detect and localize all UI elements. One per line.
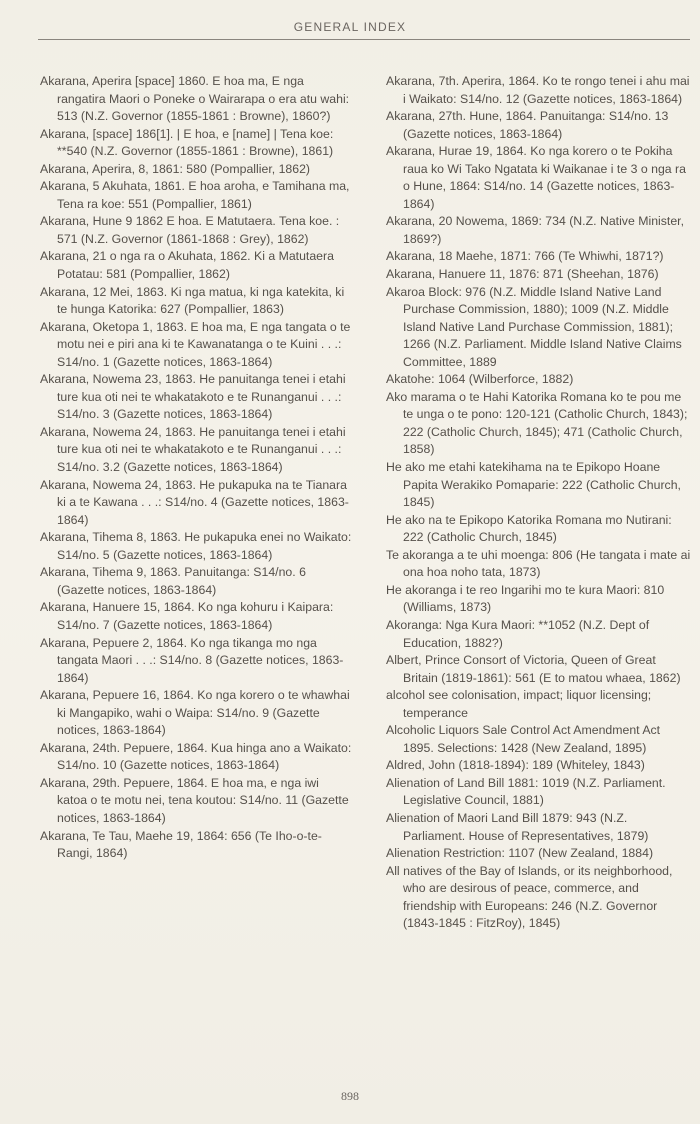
index-entry: Akarana, 27th. Hune, 1864. Panuitanga: S14/no. 13 (Gazette notices, 1863-1864) xyxy=(386,109,669,141)
index-entry: He ako me etahi katekihama na te Epikopo Hoane Papita Werakiko Pomaparie: 222 (Catholic Church, 1845) xyxy=(386,460,681,510)
index-entry: Akarana, 20 Nowema, 1869: 734 (N.Z. Native Minister, 1869?) xyxy=(386,214,684,246)
index-entry: Akarana, Hanuere 11, 1876: 871 (Sheehan, 1876) xyxy=(386,267,659,282)
index-entry: Alienation Restriction: 1107 (New Zealand, 1884) xyxy=(386,846,654,861)
index-entry: Ako marama o te Hahi Katorika Romana ko te pou me te unga o te pono: 120-121 (Catholic Church, 1843); 222 (Catholic Church, 1845); 471 (Catholic Church, 1858) xyxy=(386,389,688,457)
index-entry: Akarana, Pepuere 16, 1864. Ko nga korero o te whawhai ki Mangapiko, wahi o Waipa: S14/no. 9 (Gazette notices, 1863-1864) xyxy=(40,688,350,738)
index-entry: He akoranga i te reo Ingarihi mo te kura Maori: 810 (Williams, 1873) xyxy=(386,582,665,615)
index-entry: Akatohe: 1064 (Wilberforce, 1882) xyxy=(386,372,574,387)
index-entry: Akarana, Tihema 8, 1863. He pukapuka enei no Waikato: S14/no. 5 (Gazette notices, 1863-1864) xyxy=(40,530,352,562)
index-entry: Akarana, Nowema 24, 1863. He panuitanga tenei i etahi ture kua oti nei te whakatakoto e te Runanganui . . .: S14/no. 3.2 (Gazette notices, 1863-1864) xyxy=(40,424,346,475)
header-rule xyxy=(38,39,690,40)
right-column xyxy=(386,73,692,933)
index-entry: Akarana, Pepuere 2, 1864. Ko nga tikanga mo nga tangata Maori . . .: S14/no. 8 (Gazette notices, 1863-1864) xyxy=(40,635,344,685)
index-entry: Akarana, Aperira [space] 1860. E hoa ma, E nga rangatira Maori o Poneke o Wairarapa o era atu wahi: 513 (N.Z. Governor (1855-1861 : Browne), 1860?) xyxy=(40,74,350,124)
index-entry: Akarana, Aperira, 8, 1861: 580 (Pompallier, 1862) xyxy=(40,161,311,176)
index-entry: Akarana, 5 Akuhata, 1861. E hoa aroha, e Tamihana ma, Tena ra koe: 551 (Pompallier, 1861) xyxy=(40,179,350,211)
index-entry: Akarana, 12 Mei, 1863. Ki nga matua, ki nga katekita, ki te hunga Katorika: 627 (Pompallier, 1863) xyxy=(40,284,345,317)
index-entry: Akarana, 29th. Pepuere, 1864. E hoa ma, e nga iwi katoa o te motu nei, tena koutou: S14/no. 11 (Gazette notices, 1863-1864) xyxy=(40,775,349,825)
index-entry: Akaroa Block: 976 (N.Z. Middle Island Native Land Purchase Commission, 1880); 1009 (N.Z. Middle Island Native Land Purchase Commission, 1881); 1266 (N.Z. Parliament. Middle Island Native Claims Committee, 1889 xyxy=(386,284,682,369)
index-entry: alcohol see colonisation, impact; liquor licensing; temperance xyxy=(386,688,652,720)
index-entry: Akarana, Hune 9 1862 E hoa. E Matutaera. Tena koe. : 571 (N.Z. Governor (1861-1868 : Grey), 1862) xyxy=(40,214,340,246)
index-entry: Alienation of Maori Land Bill 1879: 943 (N.Z. Parliament. House of Representatives, 1879) xyxy=(386,810,649,843)
index-entry: Akarana, Nowema 24, 1863. He pukapuka na te Tianara ki a te Kawana . . .: S14/no. 4 (Gazette notices, 1863-1864) xyxy=(40,477,349,527)
index-entry: Akarana, Oketopa 1, 1863. E hoa ma, E nga tangata o te motu nei e piri ana ki te Kawanatanga o te Kuini . . .: S14/no. 1 (Gazette notices, 1863-1864) xyxy=(40,319,351,369)
index-entry: Alcoholic Liquors Sale Control Act Amendment Act 1895. Selections: 1428 (New Zealand, 1895) xyxy=(386,723,661,755)
index-entry: Te akoranga a te uhi moenga: 806 (He tangata i mate ai ona hoa noho tata, 1873) xyxy=(386,547,691,580)
index-entry: Akarana, Te Tau, Maehe 19, 1864: 656 (Te Iho-o-te-Rangi, 1864) xyxy=(40,828,322,861)
index-entry: Akarana, Hurae 19, 1864. Ko nga korero o te Pokiha raua ko Wi Tako Ngatata ki Waikanae i te 3 o nga ra o Hune, 1864: S14/no. 14 (Gazette notices, 1863-1864) xyxy=(386,144,686,211)
index-entry: Aldred, John (1818-1894): 189 (Whiteley, 1843) xyxy=(386,758,645,773)
index-entry: Akarana, [space] 186[1]. | E hoa, e [name] | Tena koe: **540 (N.Z. Governor (1855-1861 : Browne), 1861) xyxy=(40,126,334,159)
left-column xyxy=(40,73,352,863)
index-entry: Akarana, 24th. Pepuere, 1864. Kua hinga ano a Waikato: S14/no. 10 (Gazette notices, 1863-1864) xyxy=(40,740,352,773)
index-entry: Albert, Prince Consort of Victoria, Queen of Great Britain (1819-1861): 561 (E to matou whaea, 1862) xyxy=(386,653,681,685)
index-entry: Akarana, 7th. Aperira, 1864. Ko te rongo tenei i ahu mai i Waikato: S14/no. 12 (Gazette notices, 1863-1864) xyxy=(386,74,690,106)
index-entry: Akarana, Hanuere 15, 1864. Ko nga kohuru i Kaipara: S14/no. 7 (Gazette notices, 1863-1864) xyxy=(40,600,334,632)
index-entry: All natives of the Bay of Islands, or its neighborhood, who are desirous of peace, commerce, and friendship with Europeans: 246 (N.Z. Governor (1843-1845 : FitzRoy), 1845) xyxy=(386,863,673,931)
index-entry: Akarana, Tihema 9, 1863. Panuitanga: S14/no. 6 (Gazette notices, 1863-1864) xyxy=(40,565,306,597)
index-entry: Alienation of Land Bill 1881: 1019 (N.Z. Parliament. Legislative Council, 1881) xyxy=(386,775,666,808)
index-entry: Akoranga: Nga Kura Maori: **1052 (N.Z. Dept of Education, 1882?) xyxy=(386,617,650,650)
page-number: 898 xyxy=(341,1089,359,1103)
running-head: GENERAL INDEX xyxy=(293,20,407,34)
index-entry: Akarana, 18 Maehe, 1871: 766 (Te Whiwhi, 1871?) xyxy=(386,249,664,264)
index-entry: Akarana, Nowema 23, 1863. He panuitanga tenei i etahi ture kua oti nei te whakatakoto e te Runanganui . . .: S14/no. 3 (Gazette notices, 1863-1864) xyxy=(40,372,346,422)
index-entry: Akarana, 21 o nga ra o Akuhata, 1862. Ki a Matutaera Potatau: 581 (Pompallier, 1862) xyxy=(40,249,334,282)
index-entry: He ako na te Epikopo Katorika Romana mo Nutirani: 222 (Catholic Church, 1845) xyxy=(386,512,672,545)
